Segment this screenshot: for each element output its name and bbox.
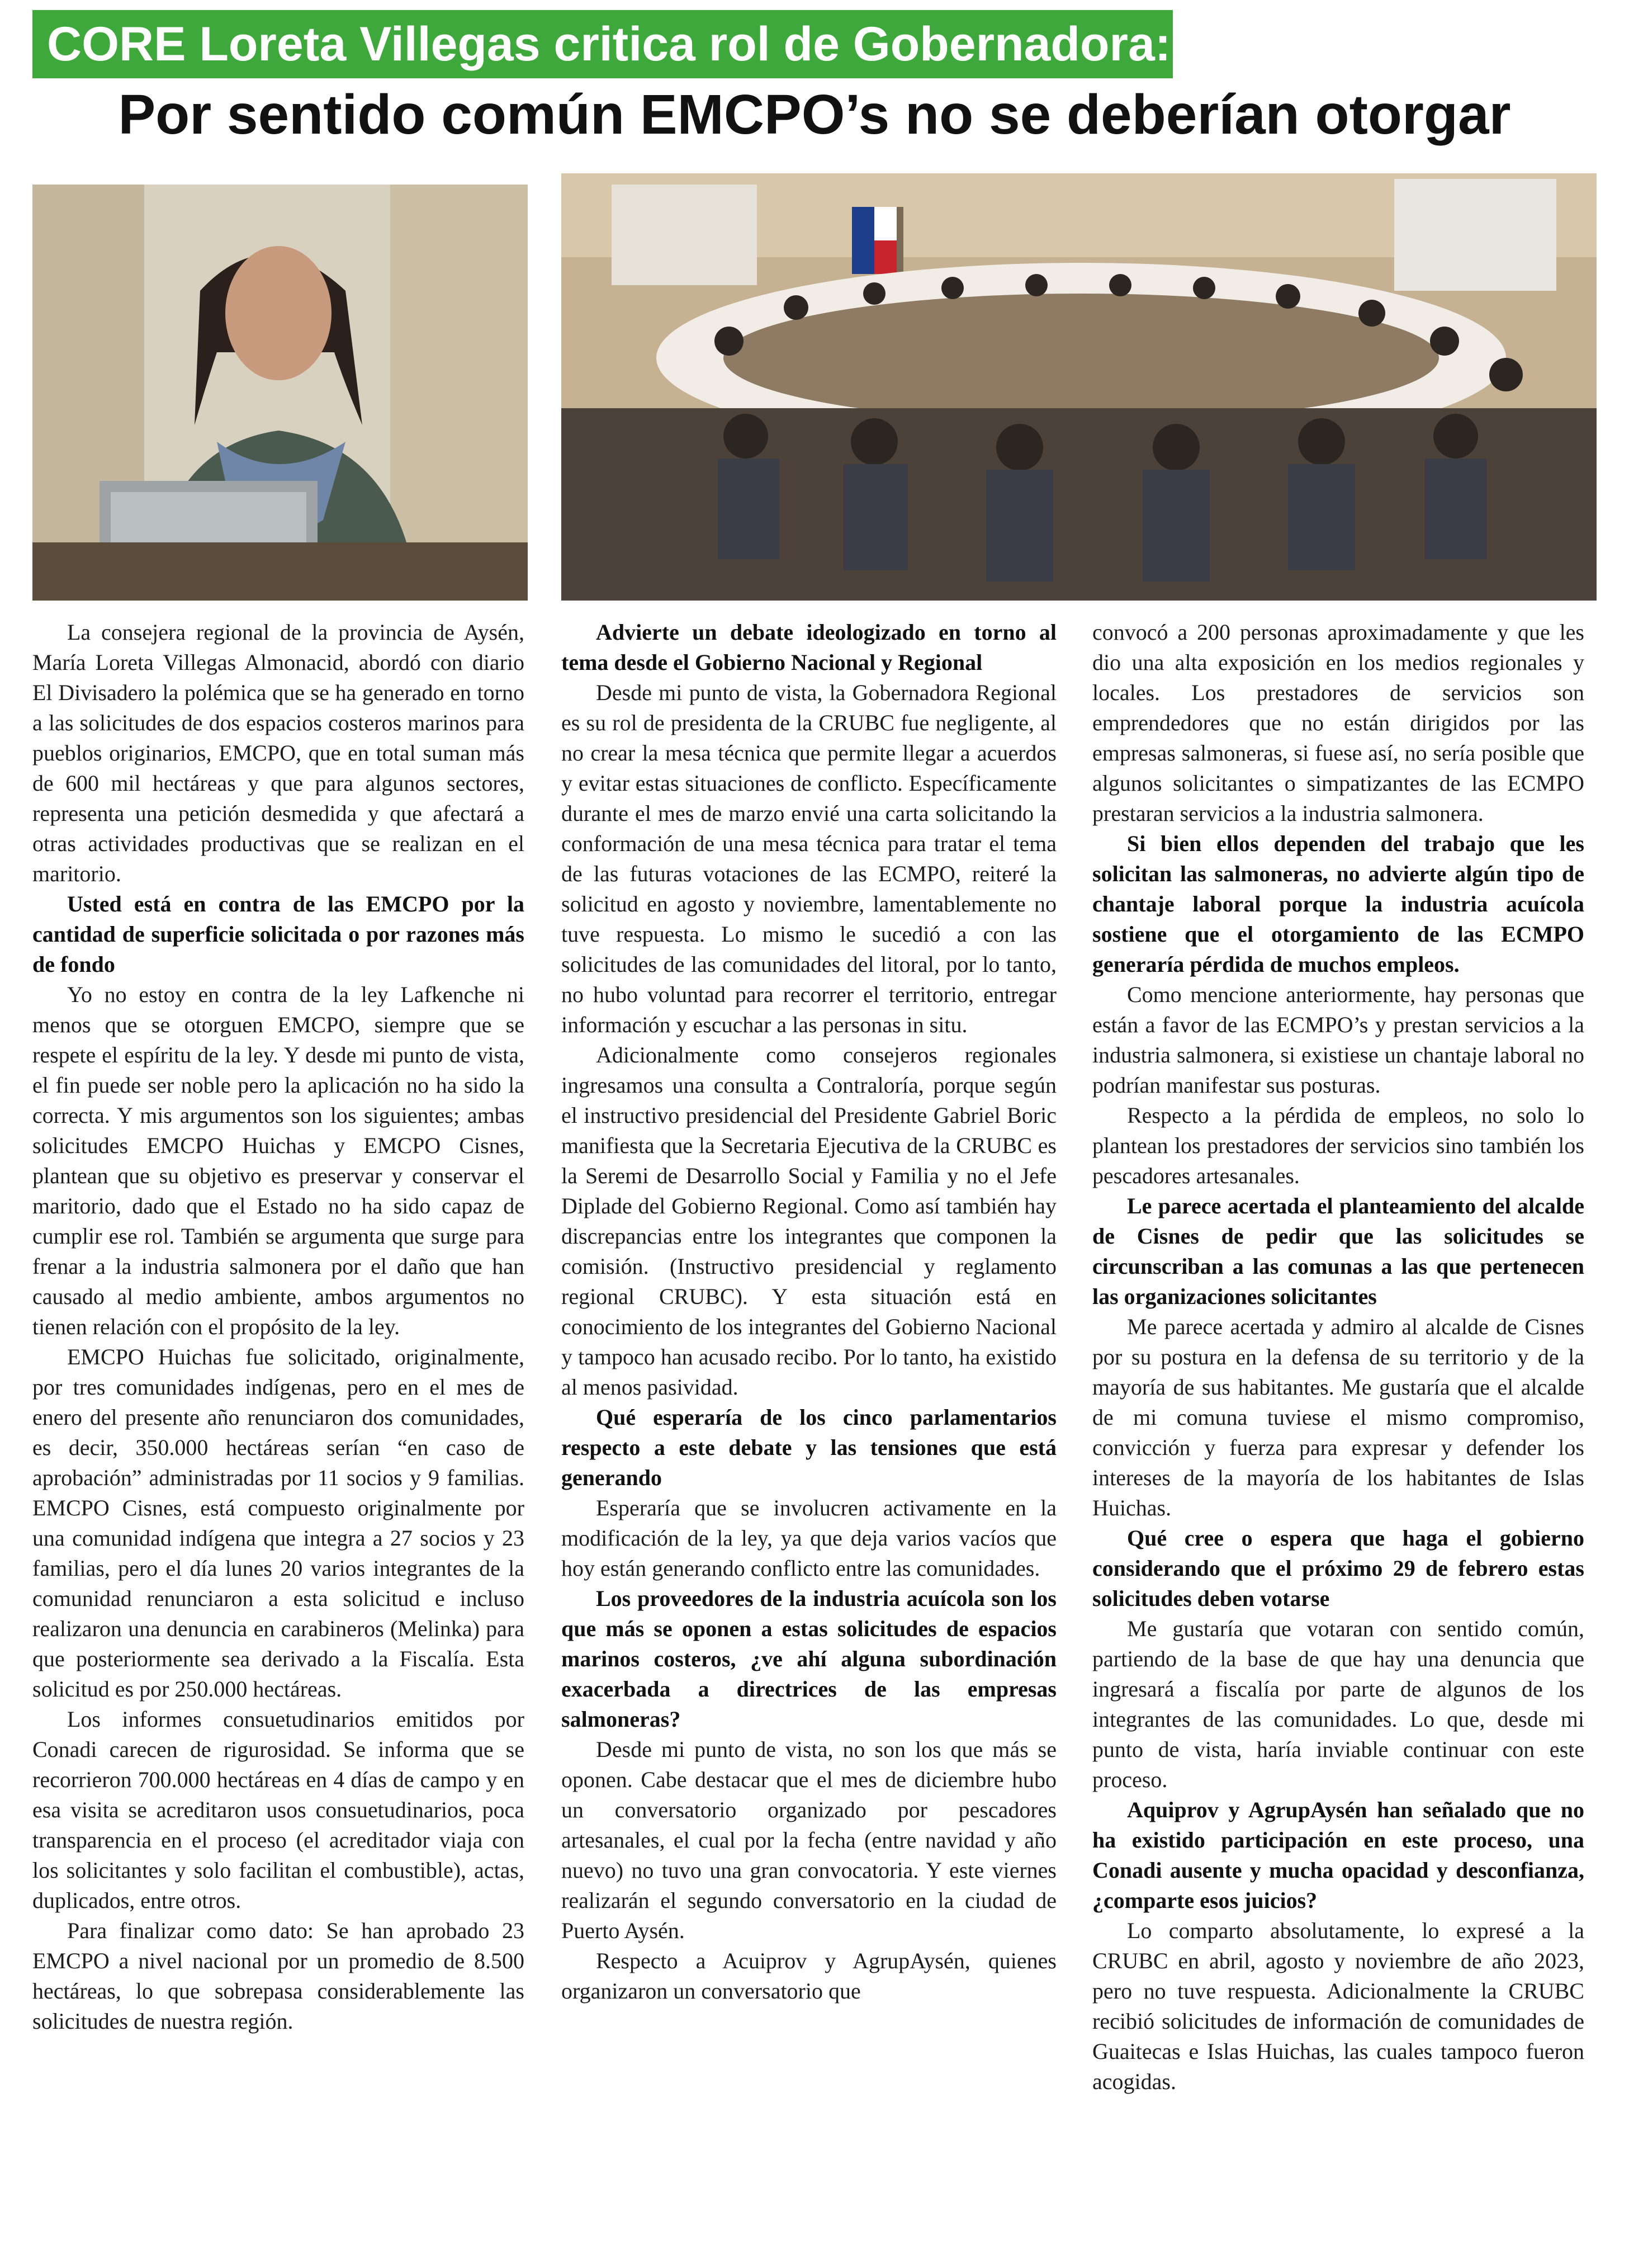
- article-paragraph: Esperaría que se involucren activamente en la modificación de la ley, ya que deja varios vacíos que hoy están generando conflicto entre las comunidades.: [561, 1495, 1057, 1581]
- article-paragraph: Para finalizar como dato: Se han aprobado 23 EMCPO a nivel nacional por un promedio de 8.500 hectáreas, lo que sobrepasa considerablemente las solicitudes de nuestra región.: [32, 1918, 524, 2034]
- article-column-3: [1092, 617, 1584, 2097]
- interview-question: Le parece acertada el planteamiento del alcalde de Cisnes de pedir que las solicitudes se circunscriban a las comunas a las que pertenecen las organizaciones solicitantes: [1092, 1193, 1584, 1309]
- article-paragraph: Lo comparto absolutamente, lo expresé a la CRUBC en abril, agosto y noviembre de año 2023, pero no tuve respuesta. Adicionalmente la CRUBC recibió solicitudes de información de comunidades de Guaitecas e Islas Huichas, las cuales tampoco fueron acogidas.: [1092, 1918, 1584, 2094]
- article-paragraph: La consejera regional de la provincia de Aysén, María Loreta Villegas Almonacid, abordó con diario El Divisadero la polémica que se ha generado en torno a las solicitudes de dos espacios costeros marinos para pueblos originarios, EMCPO, que en total suman más de 600 mil hectáreas y que para algunos sectores, representa una petición desmedida y que afectará a otras actividades productivas que se realizan en el maritorio.: [32, 620, 524, 886]
- interview-question: Los proveedores de la industria acuícola son los que más se oponen a estas solicitudes de espacios marinos costeros, ¿ve ahí alguna subordinación exacerbada a directrices de las empresas salmoneras?: [561, 1586, 1057, 1732]
- interview-question: Qué esperaría de los cinco parlamentarios respecto a este debate y las tensiones que está generando: [561, 1405, 1057, 1490]
- article-paragraph: Adicionalmente como consejeros regionales ingresamos una consulta a Contraloría, porque según el instructivo presidencial del Presidente Gabriel Boric manifiesta que la Secretaria Ejecutiva de la CRUBC es la Seremi de Desarrollo Social y Familia y no el Jefe Diplade del Gobierno Regional. Como así también hay discrepancias entre los integrantes que componen la comisión. (Instructivo presidencial y reglamento regional CRUBC). Y esta situación está en conocimiento de los integrantes del Gobierno Nacional y tampoco han acusado recibo. Por lo tanto, ha existido al menos pasividad.: [561, 1042, 1057, 1400]
- article-paragraph: EMCPO Huichas fue solicitado, originalmente, por tres comunidades indígenas, pero en el mes de enero del presente año renunciaron dos comunidades, es decir, 350.000 hectáreas serían “en caso de aprobación” administradas por 11 socios y 9 familias. EMCPO Cisnes, está compuesto originalmente por una comunidad indígena que integra a 27 socios y 23 familias, pero el día lunes 20 varios integrantes de la comunidad renunciaron a esta solicitud e incluso realizaron una denuncia en carabineros (Melinka) para que posteriormente sea derivado a la Fiscalía. Esta solicitud es por 250.000 hectáreas.: [32, 1344, 524, 1702]
- article-paragraph: convocó a 200 personas aproximadamente y que les dio una alta exposición en los medios regionales y locales. Los prestadores de servicios son emprendedores que no están dirigidos por las empresas salmoneras, si fuese así, no sería posible que algunos solicitantes o simpatizantes de las ECMPO prestaran servicios a la industria salmonera.: [1092, 620, 1584, 826]
- article-paragraph: Me parece acertada y admiro al alcalde de Cisnes por su postura en la defensa de su territorio y de la mayoría de sus habitantes. Me gustaría que el alcalde de mi comuna tuviese el mismo compromiso, convicción y fuerza para expresar y defender los intereses de la mayoría de los habitantes de Islas Huichas.: [1092, 1314, 1584, 1520]
- article-column-2: [561, 617, 1057, 2006]
- portrait-photo: [32, 185, 528, 601]
- interview-question: Si bien ellos dependen del trabajo que les solicitan las salmoneras, no advierte algún tipo de chantaje laboral porque la industria acuícola sostiene que el otorgamiento de las ECMPO generaría pérdida de muchos empleos.: [1092, 831, 1584, 977]
- interview-question: Advierte un debate ideologizado en torno al tema desde el Gobierno Nacional y Regional: [561, 620, 1057, 675]
- interview-question: Aquiprov y AgrupAysén han señalado que no ha existido participación en este proceso, una Conadi ausente y mucha opacidad y desconfianza, ¿comparte esos juicios?: [1092, 1797, 1584, 1913]
- interview-question: Usted está en contra de las EMCPO por la cantidad de superficie solicitada o por razones más de fondo: [32, 891, 524, 977]
- kicker-banner: CORE Loreta Villegas critica rol de Gobernadora:: [32, 10, 1173, 78]
- article-paragraph: Yo no estoy en contra de la ley Lafkenche ni menos que se otorguen EMCPO, siempre que se respete el espíritu de la ley. Y desde mi punto de vista, el fin puede ser noble pero la aplicación no ha sido la correcta. Y mis argumentos son los siguientes; ambas solicitudes EMCPO Huichas y EMCPO Cisnes, plantean que su objetivo es preservar y conservar el maritorio, dado que el Estado no ha sido capaz de cumplir ese rol. También se argumenta que surge para frenar a la industria salmonera por el daño que han causado al medio ambiente, ambos argumentos no tienen relación con el propósito de la ley.: [32, 982, 524, 1339]
- article-paragraph: Respecto a la pérdida de empleos, no solo lo plantean los prestadores der servicios sino también los pescadores artesanales.: [1092, 1103, 1584, 1188]
- interview-question: Qué cree o espera que haga el gobierno considerando que el próximo 29 de febrero estas solicitudes deben votarse: [1092, 1525, 1584, 1611]
- article-paragraph: Desde mi punto de vista, no son los que más se oponen. Cabe destacar que el mes de diciembre hubo un conversatorio organizado por pescadores artesanales, el cual por la fecha (entre navidad y año nuevo) no tuvo una gran convocatoria. Y este viernes realizarán el segundo conversatorio en la ciudad de Puerto Aysén.: [561, 1737, 1057, 1943]
- article-paragraph: Respecto a Acuiprov y AgrupAysén, quienes organizaron un conversatorio que: [561, 1948, 1057, 2004]
- article-paragraph: Como mencione anteriormente, hay personas que están a favor de las ECMPO’s y prestan servicios a la industria salmonera, si existiese un chantaje laboral no podrían manifestar sus posturas.: [1092, 982, 1584, 1098]
- portrait-photo-drawing: [32, 185, 528, 601]
- meeting-photo: [561, 173, 1597, 601]
- headline: Por sentido común EMCPO’s no se deberían otorgar: [118, 83, 1511, 146]
- meeting-photo-drawing: [561, 173, 1597, 601]
- article-paragraph: Me gustaría que votaran con sentido común, partiendo de la base de que hay una denuncia que ingresará a fiscalía por parte de algunos de los integrantes de las comunidades. Lo que, desde mi punto de vista, haría inviable continuar con este proceso.: [1092, 1616, 1584, 1792]
- article-paragraph: Los informes consuetudinarios emitidos por Conadi carecen de rigurosidad. Se informa que se recorrieron 700.000 hectáreas en 4 días de campo y en esa visita se acreditaron usos consuetudinarios, poca transparencia en el proceso (el acreditador viaja con los solicitantes y solo facilitan el combustible), actas, duplicados, entre otros.: [32, 1707, 524, 1913]
- article-paragraph: Desde mi punto de vista, la Gobernadora Regional es su rol de presidenta de la CRUBC fue negligente, al no crear la mesa técnica que permite llegar a acuerdos y evitar estas situaciones de conflicto. Específicamente durante el mes de marzo envié una carta solicitando la conformación de una mesa técnica para tratar el tema de las futuras votaciones de las ECMPO, reiteré la solicitud en agosto y noviembre, lamentablemente no tuve respuesta. Lo mismo le sucedió a con las solicitudes de las comunidades del litoral, por lo tanto, no hubo voluntad para recorrer el territorio, entregar información y escuchar a las personas in situ.: [561, 680, 1057, 1037]
- article-column-1: [32, 617, 524, 2037]
